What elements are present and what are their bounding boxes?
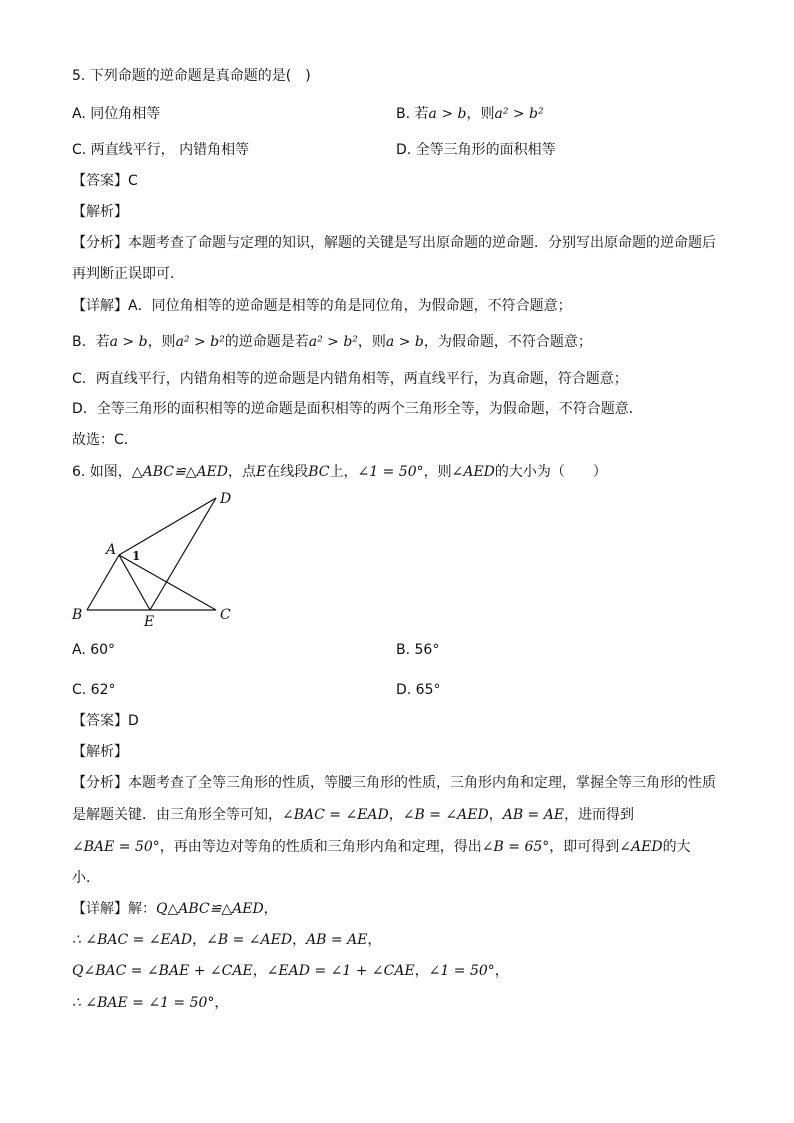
q6-answer: 【答案】D (72, 713, 139, 729)
triangle-figure (66, 488, 246, 628)
q5-stem: 5. 下列命题的逆命题是真命题的是( ) (72, 68, 311, 84)
q6-analysis-label: 【解析】 (72, 744, 128, 760)
q6-detail-line3: Q∠BAC = ∠BAE + ∠CAE，∠EAD = ∠1 + ∠CAE，∠1 = 50°， (72, 963, 509, 979)
q6-detail-line2: ∴ ∠BAC = ∠EAD，∠B = ∠AED，AB = AE， (72, 932, 382, 948)
q5-option-d: D. 全等三角形的面积相等 (396, 142, 556, 158)
q5-option-a: A. 同位角相等 (72, 106, 161, 122)
q6-fenxi-line1: 【分析】本题考查了全等三角形的性质，等腰三角形的性质，三角形内角和定理，掌握全等三角形的性质 (72, 775, 716, 791)
q6-option-b: B. 56° (396, 642, 440, 658)
q6-option-c: C. 62° (72, 682, 116, 698)
q6-option-d: D. 65° (396, 682, 441, 698)
q5-fenxi-line2: 再判断正误即可． (72, 266, 184, 282)
q5-option-c: C. 两直线平行， 内错角相等 (72, 142, 250, 158)
q5-detail-a: 【详解】A．同位角相等的逆命题是相等的角是同位角，为假命题，不符合题意； (72, 298, 572, 314)
label-a: A (106, 542, 117, 558)
q6-option-a: A. 60° (72, 642, 116, 658)
label-b: B (72, 607, 83, 623)
segment-ab (87, 555, 119, 610)
label-c: C (220, 607, 231, 623)
q6-fenxi-line3: ∠BAE = 50°，再由等边对等角的性质和三角形内角和定理，得出∠B = 65°，即可得到∠AED的大 (72, 839, 691, 855)
q5-option-b: B. 若a > b，则a² > b² (396, 106, 544, 122)
segment-ed (150, 498, 216, 610)
q5-detail-c: C．两直线平行，内错角相等的逆命题是内错角相等，两直线平行，为真命题，符合题意； (72, 371, 628, 387)
q6-fenxi-line2: 是解题关键．由三角形全等可知，∠BAC = ∠EAD，∠B = ∠AED，AB = AE，进而得到 (72, 807, 635, 823)
segment-ac (119, 555, 216, 610)
q6-detail-line4: ∴ ∠BAE = ∠1 = 50°， (72, 995, 229, 1011)
q5-fenxi-line1: 【分析】本题考查了命题与定理的知识，解题的关键是写出原命题的逆命题．分别写出原命题的逆命题后 (72, 235, 716, 251)
label-e: E (144, 614, 155, 628)
segment-ad (119, 498, 216, 555)
q6-fenxi-line4: 小． (72, 870, 100, 886)
q5-conclusion: 故选：C． (72, 432, 138, 448)
q6-detail-line1: 【详解】解：Q△ABC≌△AED， (72, 901, 278, 917)
q5-analysis-label: 【解析】 (72, 204, 128, 220)
label-d: D (220, 491, 232, 507)
q5-detail-b: B．若a > b，则a² > b²的逆命题是若a² > b²，则a > b，为假命题，不符合题意； (72, 334, 592, 350)
q5-answer: 【答案】C (72, 173, 138, 189)
label-angle-1: 1 (132, 549, 141, 563)
q6-stem: 6. 如图，△ABC≌△AED，点E在线段BC上，∠1 = 50°，则∠AED的大小为（ ） (72, 464, 607, 480)
q5-detail-d: D．全等三角形的面积相等的逆命题是面积相等的两个三角形全等，为假命题，不符合题意． (72, 401, 643, 417)
